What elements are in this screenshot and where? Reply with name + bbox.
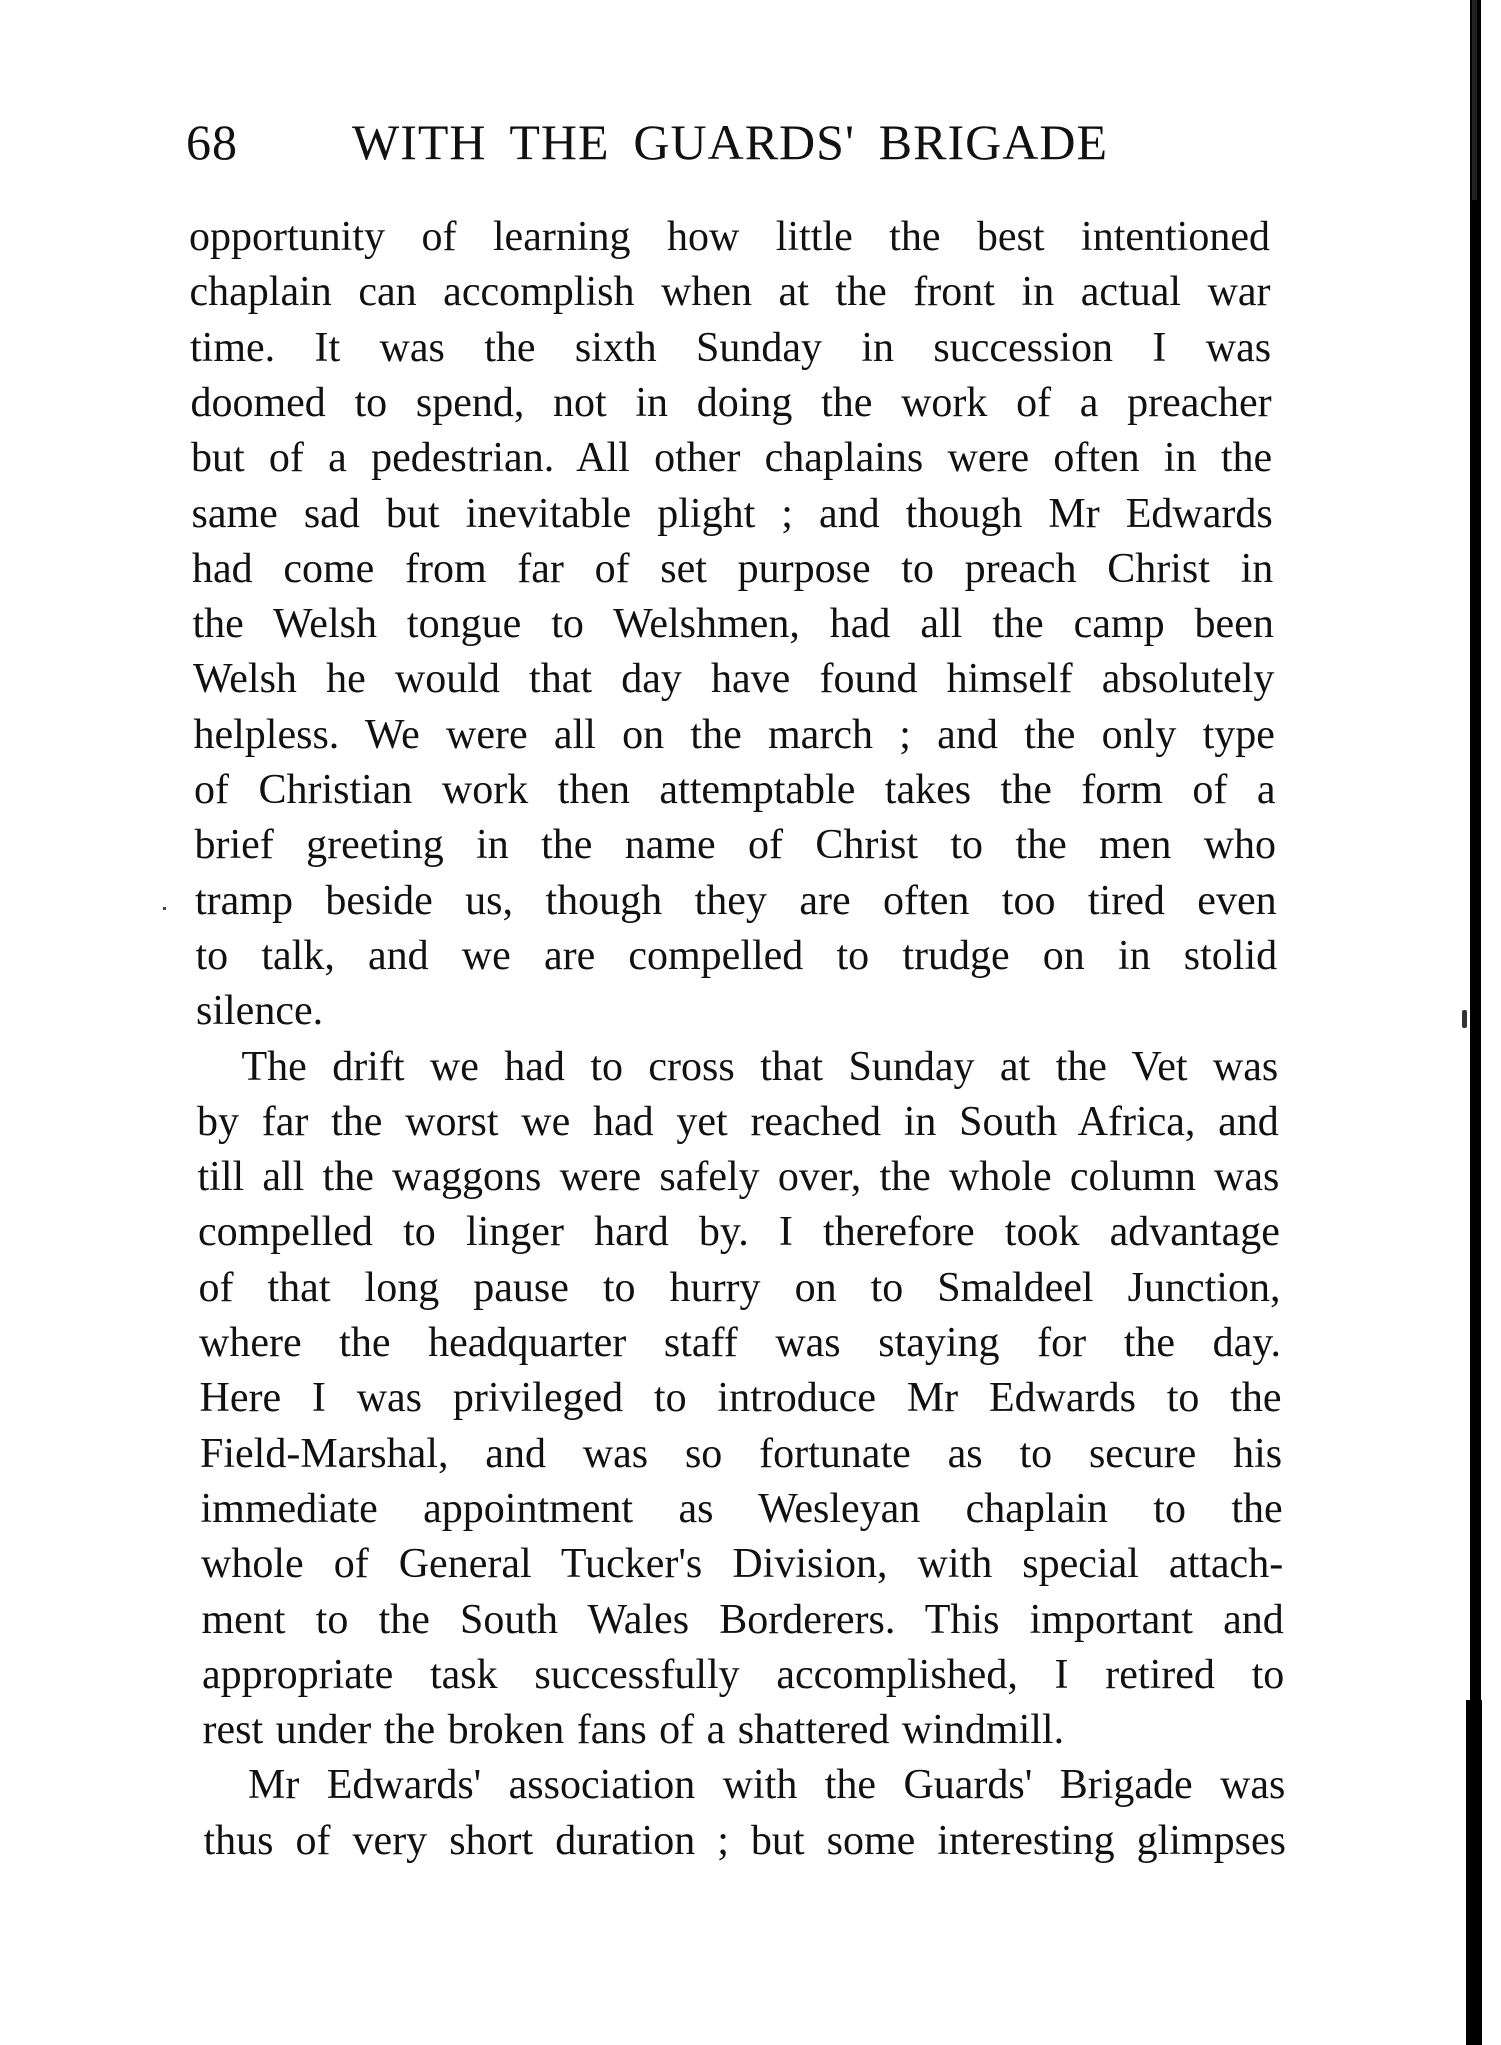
scan-mark bbox=[1462, 1010, 1467, 1028]
text-line: had come from far of set purpose to preach Christ in bbox=[192, 545, 1274, 592]
text-line: but of a pedestrian. All other chaplains were often in the bbox=[191, 435, 1273, 482]
text-line: compelled to linger hard by. I therefore took advantage bbox=[198, 1209, 1280, 1256]
text-line: where the headquarter staff was staying for the day. bbox=[199, 1320, 1281, 1366]
text-line: ment to the South Wales Borderers. This important and bbox=[201, 1596, 1284, 1643]
text-line: The drift we had to cross that Sunday at the Vet was bbox=[241, 1043, 1279, 1090]
text-line: by far the worst we had yet reached in South Africa, and bbox=[197, 1098, 1279, 1145]
text-line: doomed to spend, not in doing the work of a preacher bbox=[190, 379, 1272, 426]
text-line: helpless. We were all on the march ; and the only type bbox=[193, 711, 1275, 758]
text-line: immediate appointment as Wesleyan chaplain to the bbox=[200, 1485, 1283, 1532]
text-line: opportunity of learning how little the best intentioned bbox=[189, 214, 1270, 260]
text-line: thus of very short duration ; but some interesting glimpses bbox=[203, 1817, 1286, 1864]
text-line: Here I was privileged to introduce Mr Edwards to the bbox=[199, 1375, 1282, 1422]
text-line: same sad but inevitable plight ; and though Mr Edwards bbox=[191, 490, 1273, 537]
running-title: WITH THE GUARDS' BRIGADE bbox=[352, 114, 1108, 170]
text-line: time. It was the sixth Sunday in succession I was bbox=[190, 324, 1272, 371]
text-line: brief greeting in the name of Christ to the men who bbox=[194, 822, 1277, 869]
text-line: rest under the broken fans of a shattered windmill. bbox=[202, 1707, 1065, 1754]
text-line: to talk, and we are compelled to trudge on in stolid bbox=[195, 932, 1278, 979]
text-line: whole of General Tucker's Division, with special attach- bbox=[201, 1541, 1284, 1588]
text-line: chaplain can accomplish when at the front in actual war bbox=[189, 269, 1271, 316]
text-line: till all the waggons were safely over, the whole column was bbox=[197, 1154, 1280, 1201]
text-line: Welsh he would that day have found himself absolutely bbox=[193, 656, 1275, 703]
text-line: the Welsh tongue to Welshmen, had all the camp been bbox=[192, 601, 1274, 648]
text-line: tramp beside us, though they are often too tired even bbox=[195, 877, 1277, 924]
page-number: 68 bbox=[186, 114, 238, 170]
text-line: of that long pause to hurry on to Smaldeel Junction, bbox=[198, 1264, 1281, 1311]
text-line: silence. bbox=[196, 988, 324, 1035]
text-line: appropriate task successfully accomplished, I retired to bbox=[202, 1651, 1285, 1698]
page-edge-binding-top bbox=[1472, 0, 1477, 200]
text-line: Mr Edwards' association with the Guards' Brigade was bbox=[248, 1762, 1286, 1809]
scan-speck bbox=[163, 907, 166, 910]
text-line: Field-Marshal, and was so fortunate as to secure his bbox=[200, 1430, 1283, 1477]
page-edge-binding-bottom bbox=[1466, 1700, 1482, 2045]
text-line: of Christian work then attemptable takes the form of a bbox=[194, 767, 1276, 813]
